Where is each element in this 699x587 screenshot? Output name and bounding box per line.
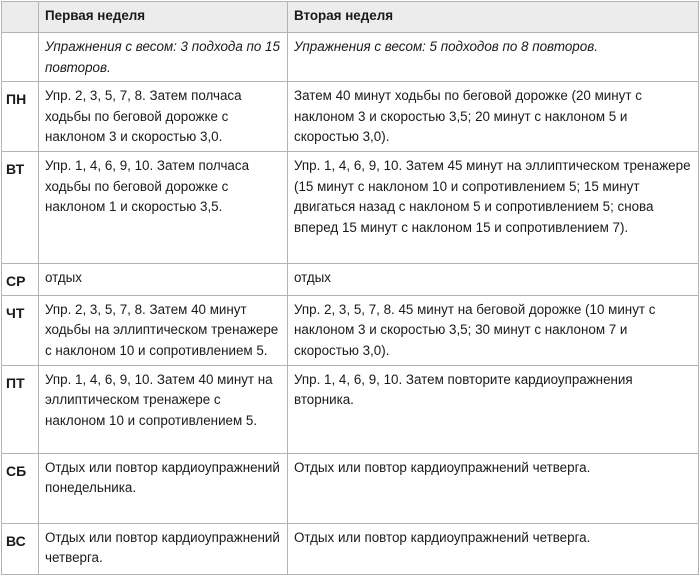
table-row-thursday <box>2 295 699 365</box>
corner-cell <box>2 2 39 33</box>
day-label: ЧТ <box>2 295 39 365</box>
week1-intro: Упражнения с весом: 3 подхода по 15 повторов. <box>39 33 288 82</box>
day-label: СР <box>2 264 39 296</box>
week1-cell: Отдых или повтор кардиоупражнений понедельника. <box>39 453 288 523</box>
week1-header: Первая неделя <box>39 2 288 33</box>
workout-schedule-table <box>1 1 699 575</box>
week2-cell: Отдых или повтор кардиоупражнений четверга. <box>288 523 699 574</box>
table-row-tuesday <box>2 152 699 264</box>
day-label: СБ <box>2 453 39 523</box>
day-label: ПТ <box>2 365 39 453</box>
week2-header: Вторая неделя <box>288 2 699 33</box>
table-row-saturday <box>2 453 699 523</box>
week2-cell: Упр. 2, 3, 5, 7, 8. 45 минут на беговой дорожке (10 минут с наклоном 3 и скоростью 3,5; 30 минут с наклоном 7 и скоростью 3,0). <box>288 295 699 365</box>
week1-cell: Упр. 2, 3, 5, 7, 8. Затем 40 минут ходьбы на эллиптическом тренажере с наклоном 10 и сопротивлением 5. <box>39 295 288 365</box>
week2-cell: Затем 40 минут ходьбы по беговой дорожке (20 минут с наклоном 3 и скоростью 3,5; 20 минут с наклоном 5 и скоростью 3,0). <box>288 82 699 152</box>
week2-intro: Упражнения с весом: 5 подходов по 8 повторов. <box>288 33 699 82</box>
day-label: ПН <box>2 82 39 152</box>
intro-row <box>2 33 699 82</box>
week2-cell: Отдых или повтор кардиоупражнений четверга. <box>288 453 699 523</box>
header-row <box>2 2 699 33</box>
day-label: ВС <box>2 523 39 574</box>
table-row-wednesday <box>2 264 699 296</box>
intro-day-cell <box>2 33 39 82</box>
table-row-friday <box>2 365 699 453</box>
week1-cell: Упр. 1, 4, 6, 9, 10. Затем полчаса ходьбы по беговой дорожке с наклоном 1 и скоростью 3,5. <box>39 152 288 264</box>
week2-cell: отдых <box>288 264 699 296</box>
table-row-sunday <box>2 523 699 574</box>
week2-cell: Упр. 1, 4, 6, 9, 10. Затем повторите кардиоупражнения вторника. <box>288 365 699 453</box>
week1-cell: Упр. 1, 4, 6, 9, 10. Затем 40 минут на эллиптическом тренажере с наклоном 10 и сопротивлением 5. <box>39 365 288 453</box>
week1-cell: отдых <box>39 264 288 296</box>
day-label: ВТ <box>2 152 39 264</box>
week1-cell: Упр. 2, 3, 5, 7, 8. Затем полчаса ходьбы по беговой дорожке с наклоном 3 и скоростью 3,0. <box>39 82 288 152</box>
week1-cell: Отдых или повтор кардиоупражнений четверга. <box>39 523 288 574</box>
table-row-monday <box>2 82 699 152</box>
week2-cell: Упр. 1, 4, 6, 9, 10. Затем 45 минут на эллиптическом тренажере (15 минут с наклоном 10 и сопротивлением 5; 15 минут двигаться назад с наклоном 5 и сопротивлением 5; снова вперед 15 минут с наклоном 15 и сопротивлением 7). <box>288 152 699 264</box>
